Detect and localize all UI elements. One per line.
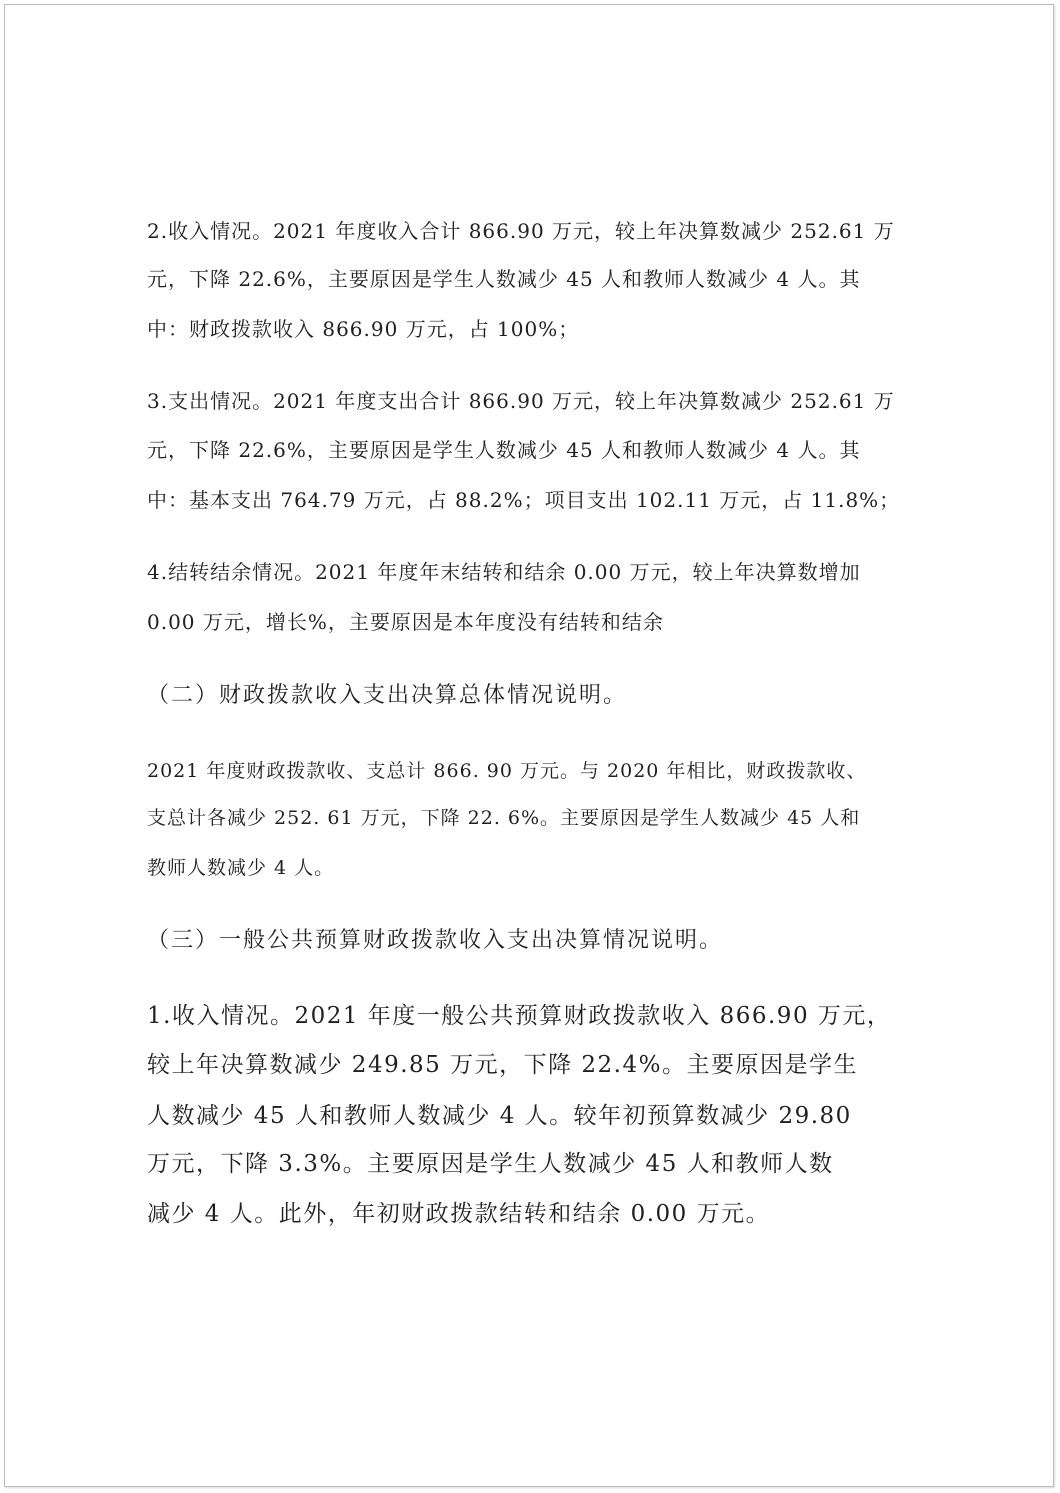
expense-paragraph-line-3: 中：基本支出 764.79 万元，占 88.2%；项目支出 102.11 万元，占 11.8%； bbox=[147, 488, 901, 512]
general-budget-paragraph-line-1: 1.收入情况。2021 年度一般公共预算财政拨款收入 866.90 万元， bbox=[147, 1003, 892, 1029]
general-budget-paragraph-line-4: 万元，下降 3.3%。主要原因是学生人数减少 45 人和教师人数 bbox=[147, 1151, 834, 1177]
general-budget-paragraph-line-5: 减少 4 人。此外，年初财政拨款结转和结余 0.00 万元。 bbox=[147, 1201, 771, 1227]
general-budget-paragraph-line-3: 人数减少 45 人和教师人数减少 4 人。较年初预算数减少 29.80 bbox=[147, 1103, 852, 1129]
income-paragraph-line-2: 元，下降 22.6%，主要原因是学生人数减少 45 人和教师人数减少 4 人。其 bbox=[147, 267, 861, 291]
fiscal-total-paragraph-line-2: 支总计各减少 252. 61 万元，下降 22. 6%。主要原因是学生人数减少 45 人和 bbox=[147, 807, 861, 829]
section-heading-general-budget: （三）一般公共预算财政拨款收入支出决算情况说明。 bbox=[147, 928, 724, 953]
fiscal-total-paragraph-line-3: 教师人数减少 4 人。 bbox=[147, 857, 335, 879]
fiscal-total-paragraph-line-1: 2021 年度财政拨款收、支总计 866. 90 万元。与 2020 年相比，财政拨款收、 bbox=[147, 760, 867, 782]
expense-paragraph-line-2: 元，下降 22.6%，主要原因是学生人数减少 45 人和教师人数减少 4 人。其 bbox=[147, 438, 861, 462]
general-budget-paragraph-line-2: 较上年决算数减少 249.85 万元，下降 22.4%。主要原因是学生 bbox=[147, 1052, 858, 1078]
expense-paragraph-line-1: 3.支出情况。2021 年度支出合计 866.90 万元，较上年决算数减少 252.61 万 bbox=[147, 389, 895, 413]
carryover-paragraph-line-2: 0.00 万元，增长%，主要原因是本年度没有结转和结余 bbox=[147, 610, 664, 634]
income-paragraph-line-1: 2.收入情况。2021 年度收入合计 866.90 万元，较上年决算数减少 252.61 万 bbox=[147, 219, 895, 243]
section-heading-fiscal-overview: （二）财政拨款收入支出决算总体情况说明。 bbox=[147, 683, 628, 708]
carryover-paragraph-line-1: 4.结转结余情况。2021 年度年末结转和结余 0.00 万元，较上年决算数增加 bbox=[147, 560, 861, 584]
document-page bbox=[4, 4, 1054, 1487]
income-paragraph-line-3: 中：财政拨款收入 866.90 万元，占 100%； bbox=[147, 317, 580, 341]
